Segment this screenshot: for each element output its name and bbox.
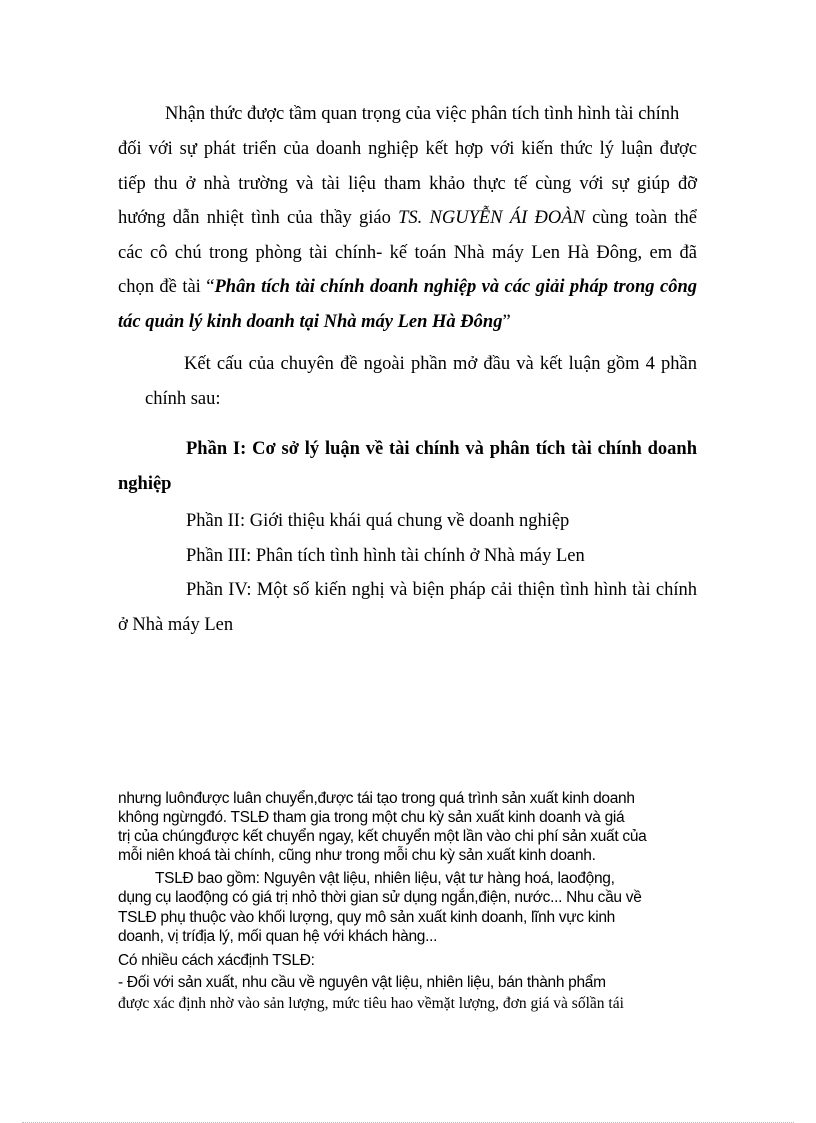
intro-line-2: đối với sự phát triển của doanh nghiệp kết hợp với kiến thức lý luận được xyxy=(118,139,697,159)
advisor-name: TS. NGUYỄN ÁI ĐOÀN xyxy=(398,208,585,228)
body-line-5: TSLĐ bao gồm: Nguyên vật liệu, nhiên liệu, vật tư hàng hoá, laođộng, xyxy=(155,870,615,887)
body-line-11: được xác định nhờ vào sản lượng, mức tiêu hao vềmặt lượng, đơn giá và sốlần tái xyxy=(118,995,624,1012)
body-line-8: doanh, vị tríđịa lý, mối quan hệ với khách hàng... xyxy=(118,928,438,945)
structure-line-1: Kết cấu của chuyên đề ngoài phần mở đầu và kết luận gồm 4 phần xyxy=(184,354,697,374)
body-line-1: nhưng luônđược luân chuyển,được tái tạo trong quá trình sản xuất kinh doanh xyxy=(118,790,635,807)
intro-text: cùng toàn thể xyxy=(584,208,697,228)
part-2: Phần II: Giới thiệu khái quá chung về doanh nghiệp xyxy=(186,511,570,531)
structure-line-2: chính sau: xyxy=(145,389,221,409)
intro-line-5: các cô chú trong phòng tài chính- kế toán Nhà máy Len Hà Đông, em đã xyxy=(118,243,697,263)
intro-text: ” xyxy=(502,312,511,332)
part-4-cont: ở Nhà máy Len xyxy=(118,615,234,635)
body-line-4: mỗi niên khoá tài chính, cũng như trong mỗi chu kỳ sản xuất kinh doanh. xyxy=(118,847,596,864)
body-line-3: trị của chúngđược kết chuyển ngay, kết chuyển một lần vào chi phí sản xuất của xyxy=(118,828,647,845)
part-4: Phần IV: Một số kiến nghị và biện pháp cải thiện tình hình tài chính xyxy=(186,580,697,600)
intro-line-1: Nhận thức được tầm quan trọng của việc phân tích tình hình tài chính xyxy=(165,104,680,124)
body-line-2: không ngừngđó. TSLĐ tham gia trong một chu kỳ sản xuất kinh doanh và giá xyxy=(118,809,625,826)
body-line-9: Có nhiều cách xácđịnh TSLĐ: xyxy=(118,952,315,969)
intro-line-3: tiếp thu ở nhà trường và tài liệu tham khảo thực tế cùng với sự giúp đỡ xyxy=(118,174,697,194)
thesis-title: tác quản lý kinh doanh tại Nhà máy Len Hà Đông xyxy=(118,312,503,332)
intro-text: hướng dẫn nhiệt tình của thầy giáo xyxy=(118,208,399,228)
part-3: Phần III: Phân tích tình hình tài chính ở Nhà máy Len xyxy=(186,546,585,566)
thesis-title: Phân tích tài chính doanh nghiệp và các giải pháp trong công xyxy=(214,277,698,297)
part-1-heading: Phần I: Cơ sở lý luận về tài chính và phân tích tài chính doanh xyxy=(186,439,697,459)
intro-line-7 xyxy=(118,312,511,333)
body-line-7: TSLĐ phụ thuộc vào khối lượng, quy mô sản xuất kinh doanh, lĩnh vực kinh xyxy=(118,909,615,926)
body-line-10: - Đối với sản xuất, nhu cầu về nguyên vật liệu, nhiên liệu, bán thành phẩm xyxy=(118,974,606,991)
intro-line-6 xyxy=(118,277,697,298)
body-line-6: dụng cụ laođộng có giá trị nhỏ thời gian sử dụng ngắn,điện, nước... Nhu cầu về xyxy=(118,889,642,906)
intro-line-4 xyxy=(118,208,697,229)
part-1-heading-cont: nghiệp xyxy=(118,474,172,494)
intro-text: chọn đề tài “ xyxy=(118,277,215,297)
